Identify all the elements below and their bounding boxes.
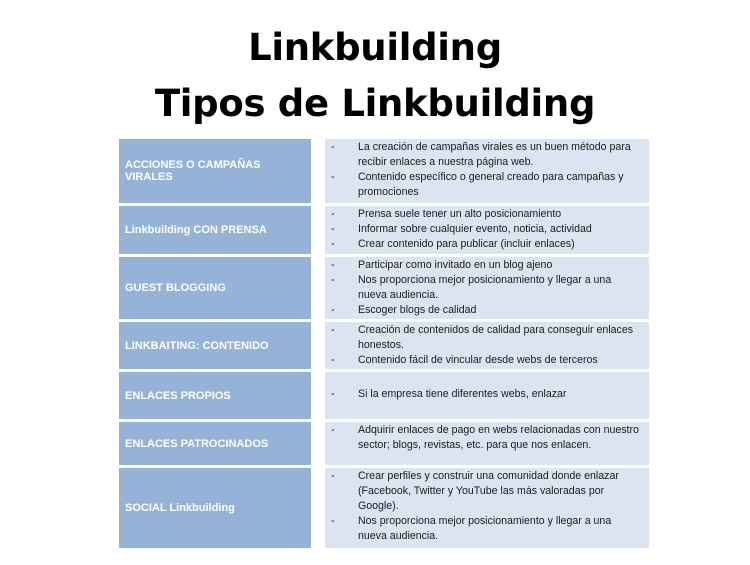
table-row (119, 422, 649, 465)
bullet-dash: - (331, 171, 335, 183)
row-content (325, 257, 649, 319)
row-label: ACCIONES O CAMPAÑAS VIRALES (119, 139, 311, 203)
cell-gap (311, 422, 325, 465)
cell-gap (311, 372, 325, 419)
cell-gap (311, 468, 325, 548)
bullet-dash: - (331, 259, 335, 271)
bullet-text: Adquirir enlaces de pago en webs relacionadas con nuestro sector; blogs, revistas, etc. para que nos enlacen. (358, 424, 639, 451)
row-content (325, 422, 649, 465)
bullet-dash: - (331, 424, 335, 436)
title-line-1: Linkbuilding (248, 26, 502, 69)
bullet-text: Prensa suele tener un alto posicionamiento (358, 208, 562, 220)
bullet-item (325, 258, 639, 273)
cell-gap (311, 206, 325, 254)
bullet-dash: - (331, 304, 335, 316)
bullet-item (325, 353, 639, 368)
bullet-dash: - (331, 238, 335, 250)
row-content (325, 206, 649, 254)
table-row (119, 206, 649, 254)
bullet-item (325, 514, 639, 544)
bullet-item (325, 170, 639, 200)
bullet-item (325, 423, 639, 453)
row-label: Linkbuilding CON PRENSA (119, 206, 311, 254)
bullet-text: Creación de contenidos de calidad para conseguir enlaces honestos. (358, 324, 634, 351)
bullet-item (325, 303, 639, 318)
row-content (325, 322, 649, 369)
bullet-dash: - (331, 208, 335, 220)
bullet-item (325, 237, 639, 252)
bullet-text: Crear contenido para publicar (incluir enlaces) (358, 238, 575, 250)
bullet-item (325, 222, 639, 237)
bullet-text: Nos proporciona mejor posicionamiento y llegar a una nueva audiencia. (358, 515, 612, 542)
title-line-2: Tipos de Linkbuilding (154, 82, 596, 125)
row-label: ENLACES PATROCINADOS (119, 422, 311, 465)
cell-gap (311, 322, 325, 369)
row-label: LINKBAITING: CONTENIDO (119, 322, 311, 369)
bullet-dash: - (331, 354, 335, 366)
row-label: GUEST BLOGGING (119, 257, 311, 319)
bullet-text: Crear perfiles y construir una comunidad donde enlazar (Facebook, Twitter y YouTube las más valoradas por Google). (358, 470, 619, 512)
cell-gap (311, 257, 325, 319)
bullet-dash: - (331, 223, 335, 235)
bullet-dash: - (331, 515, 335, 527)
bullet-item (325, 207, 639, 222)
bullet-item (325, 273, 639, 303)
bullet-dash: - (331, 470, 335, 482)
row-content (325, 468, 649, 548)
bullet-item (325, 140, 639, 170)
bullet-text: Contenido específico o general creado para campañas y promociones (358, 171, 624, 198)
table-row (119, 322, 649, 369)
bullet-item (325, 323, 639, 353)
bullet-item (325, 469, 639, 514)
bullet-text: Participar como invitado en un blog ajeno (358, 259, 553, 271)
bullet-text: Contenido fácil de vincular desde webs de terceros (358, 354, 598, 366)
row-content (325, 139, 649, 203)
table-row (119, 468, 649, 548)
slide-title (0, 20, 750, 132)
row-label: SOCIAL Linkbuilding (119, 468, 311, 548)
bullet-text: Escoger blogs de calidad (358, 304, 477, 316)
table-row (119, 372, 649, 419)
bullet-text: Si la empresa tiene diferentes webs, enlazar (358, 388, 567, 400)
bullet-dash: - (331, 324, 335, 336)
table-row (119, 139, 649, 203)
bullet-text: La creación de campañas virales es un buen método para recibir enlaces a nuestra página web. (358, 141, 631, 168)
bullet-dash: - (331, 274, 335, 286)
bullet-text: Informar sobre cualquier evento, noticia, actividad (358, 223, 592, 235)
row-label: ENLACES PROPIOS (119, 372, 311, 419)
bullet-text: Nos proporciona mejor posicionamiento y llegar a una nueva audiencia. (358, 274, 612, 301)
table-row (119, 257, 649, 319)
bullet-item (325, 387, 639, 402)
bullet-dash: - (331, 141, 335, 153)
cell-gap (311, 139, 325, 203)
bullet-dash: - (331, 388, 335, 400)
row-content (325, 372, 649, 419)
linkbuilding-types-table (119, 139, 649, 548)
